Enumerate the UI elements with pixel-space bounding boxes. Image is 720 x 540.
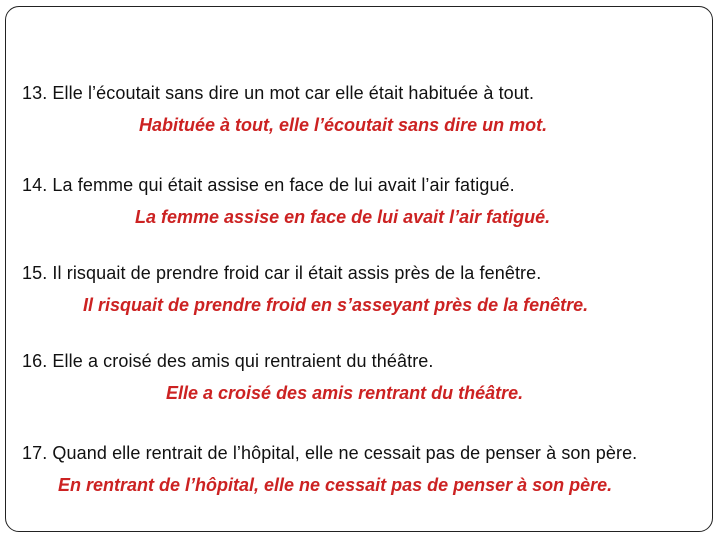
- exercise-answer: Habituée à tout, elle l’écoutait sans dire un mot.: [139, 115, 548, 135]
- exercise-sentence: 17. Quand elle rentrait de l’hôpital, elle ne cessait pas de penser à son père.: [22, 443, 638, 463]
- exercise-sentence: 15. Il risquait de prendre froid car il était assis près de la fenêtre.: [22, 263, 542, 283]
- exercise-answer: La femme assise en face de lui avait l’air fatigué.: [135, 207, 551, 227]
- exercise-answer: Il risquait de prendre froid en s’asseyant près de la fenêtre.: [83, 295, 589, 315]
- exercise-answer: En rentrant de l’hôpital, elle ne cessait pas de penser à son père.: [58, 475, 613, 495]
- exercise-sentence: 16. Elle a croisé des amis qui rentraient du théâtre.: [22, 351, 434, 371]
- exercise-sentence: 14. La femme qui était assise en face de lui avait l’air fatigué.: [22, 175, 515, 195]
- slide-frame: [5, 6, 713, 532]
- exercise-sentence: 13. Elle l’écoutait sans dire un mot car elle était habituée à tout.: [22, 83, 535, 103]
- exercise-answer: Elle a croisé des amis rentrant du théâtre.: [166, 383, 524, 403]
